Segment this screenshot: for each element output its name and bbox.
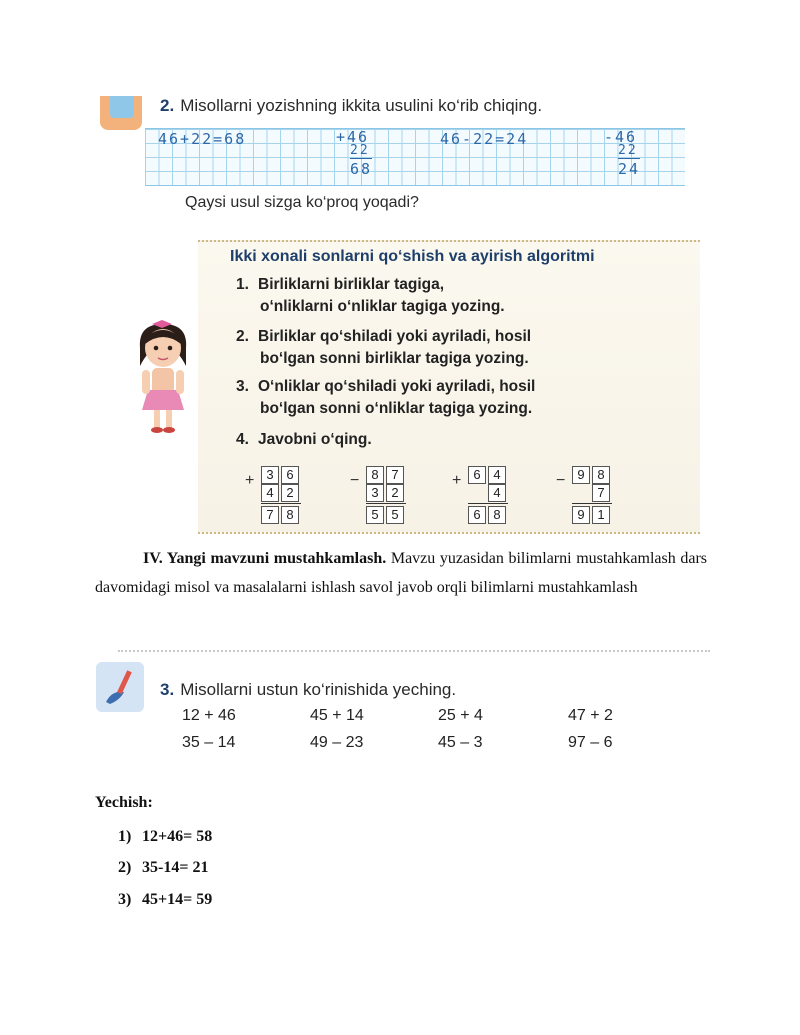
- column-add-result: 68: [350, 160, 373, 178]
- pencil-icon: [96, 662, 144, 712]
- column-example: − 8 7 3 2 5 5: [350, 462, 410, 520]
- section-4-text: Mavzu yuzasidan bilimlarni mustahkamlash dars davomidagi misol va masalalarni ishlash savol javob orqli bilimlarni mustahkamlash: [95, 550, 707, 596]
- problem: 49 – 23: [310, 734, 364, 751]
- problem: 45 + 14: [310, 707, 364, 724]
- column-add-line: [350, 158, 372, 159]
- column-add-top: +46: [336, 128, 370, 146]
- problem: 35 – 14: [182, 734, 236, 751]
- problem: 45 – 3: [438, 734, 483, 751]
- problem: 25 + 4: [438, 707, 483, 724]
- column-example: + 6 4 4 6 8: [452, 462, 512, 520]
- exercise-number: 2.: [160, 96, 175, 115]
- girl-illustration: [128, 318, 198, 436]
- column-sub-top: -46: [604, 128, 638, 146]
- algorithm-step: 1. Birliklarni birliklar tagiga, o‘nliklarni o‘nliklar tagiga yozing.: [236, 276, 505, 315]
- section-4-heading: IV. Yangi mavzuni mustahkamlash.: [143, 550, 387, 567]
- exercise-title: Misollarni ustun ko‘rinishida yeching.: [180, 680, 457, 699]
- exercise-2-heading: [160, 96, 542, 116]
- problem: 12 + 46: [182, 707, 236, 724]
- exercise-icon: [100, 96, 142, 130]
- exercise-number: 3.: [160, 680, 175, 699]
- column-example: − 9 8 7 9 1: [556, 462, 616, 520]
- algorithm-title: Ikki xonali sonlarni qo‘shish va ayirish algoritmi: [230, 248, 595, 265]
- solution-item: 1) 12+46= 58: [118, 828, 213, 845]
- column-add-mid: 22: [350, 143, 370, 158]
- algorithm-step: 4. Javobni o‘qing.: [236, 431, 372, 448]
- column-sub-result: 24: [618, 160, 641, 178]
- exercise-3-heading: [160, 680, 456, 700]
- exercise-question: Qaysi usul sizga ko‘proq yoqadi?: [185, 194, 419, 211]
- solution-label: Yechish:: [95, 794, 153, 811]
- column-sub-mid: 22: [618, 143, 638, 158]
- column-sub-line: [618, 158, 640, 159]
- algorithm-step: 3. O‘nliklar qo‘shiladi yoki ayriladi, hosil bo‘lgan sonni o‘nliklar tagiga yozing.: [236, 378, 536, 417]
- column-example: + 3 6 4 2 7 8: [245, 462, 305, 520]
- problem: 47 + 2: [568, 707, 613, 724]
- section-4-paragraph: [95, 544, 707, 602]
- divider: [118, 650, 710, 652]
- handwritten-equation-add: 46+22=68: [158, 130, 247, 148]
- solution-item: 2) 35-14= 21: [118, 859, 209, 876]
- exercise-title: Misollarni yozishning ikkita usulini ko‘rib chiqing.: [180, 96, 543, 115]
- solution-item: 3) 45+14= 59: [118, 891, 213, 908]
- algorithm-step: 2. Birliklar qo‘shiladi yoki ayriladi, hosil bo‘lgan sonni birliklar tagiga yozing.: [236, 328, 532, 367]
- handwritten-equation-sub: 46-22=24: [440, 130, 529, 148]
- problem: 97 – 6: [568, 734, 613, 751]
